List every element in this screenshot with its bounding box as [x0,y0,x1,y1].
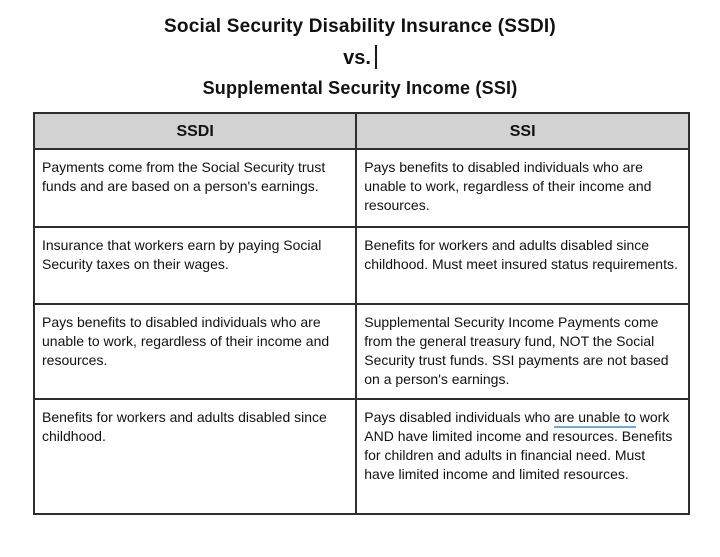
cell-ssdi-row2[interactable]: Insurance that workers earn by paying Social Security taxes on their wages. [34,227,356,304]
table-row [34,227,689,304]
text-cursor [375,45,377,69]
table-row [34,149,689,227]
table-row [34,399,689,514]
cell-ssdi-row4[interactable]: Benefits for workers and adults disabled since childhood. [34,399,356,514]
doc-title-line1[interactable]: Social Security Disability Insurance (SSDI) [164,16,556,37]
doc-title-vs-line[interactable] [0,46,720,71]
doc-title-line3[interactable]: Supplemental Security Income (SSI) [202,77,518,98]
cell-ssdi-row1[interactable]: Payments come from the Social Security trust funds and are based on a person's earnings. [34,149,356,227]
grammar-suggestion-underline[interactable]: are unable to [554,409,636,428]
cell-ssi-row1[interactable]: Pays benefits to disabled individuals who are unable to work, regardless of their income and resources. [356,149,689,227]
table-header-ssdi[interactable]: SSDI [34,113,356,149]
table-row [34,304,689,399]
cell-text-before: Pays disabled individuals who [364,409,555,425]
cell-ssi-row2[interactable]: Benefits for workers and adults disabled since childhood. Must meet insured status requirements. [356,227,689,304]
cell-ssi-row4[interactable] [356,399,689,514]
table-header-row [34,113,689,149]
table-header-ssi[interactable]: SSI [356,113,689,149]
cell-ssi-row3[interactable]: Supplemental Security Income Payments come from the general treasury fund, NOT the Social Security trust funds. SSI payments are not based on a person's earnings. [356,304,689,399]
cell-ssdi-row3[interactable]: Pays benefits to disabled individuals who are unable to work, regardless of their income and resources. [34,304,356,399]
doc-title-vs-text: vs. [343,47,371,69]
comparison-table [33,112,690,515]
document-title-block [0,0,720,99]
cell-text-after: work AND have limited income and resources. Benefits for children and adults in financial need. Must have limited income and limited resources. [364,409,673,482]
